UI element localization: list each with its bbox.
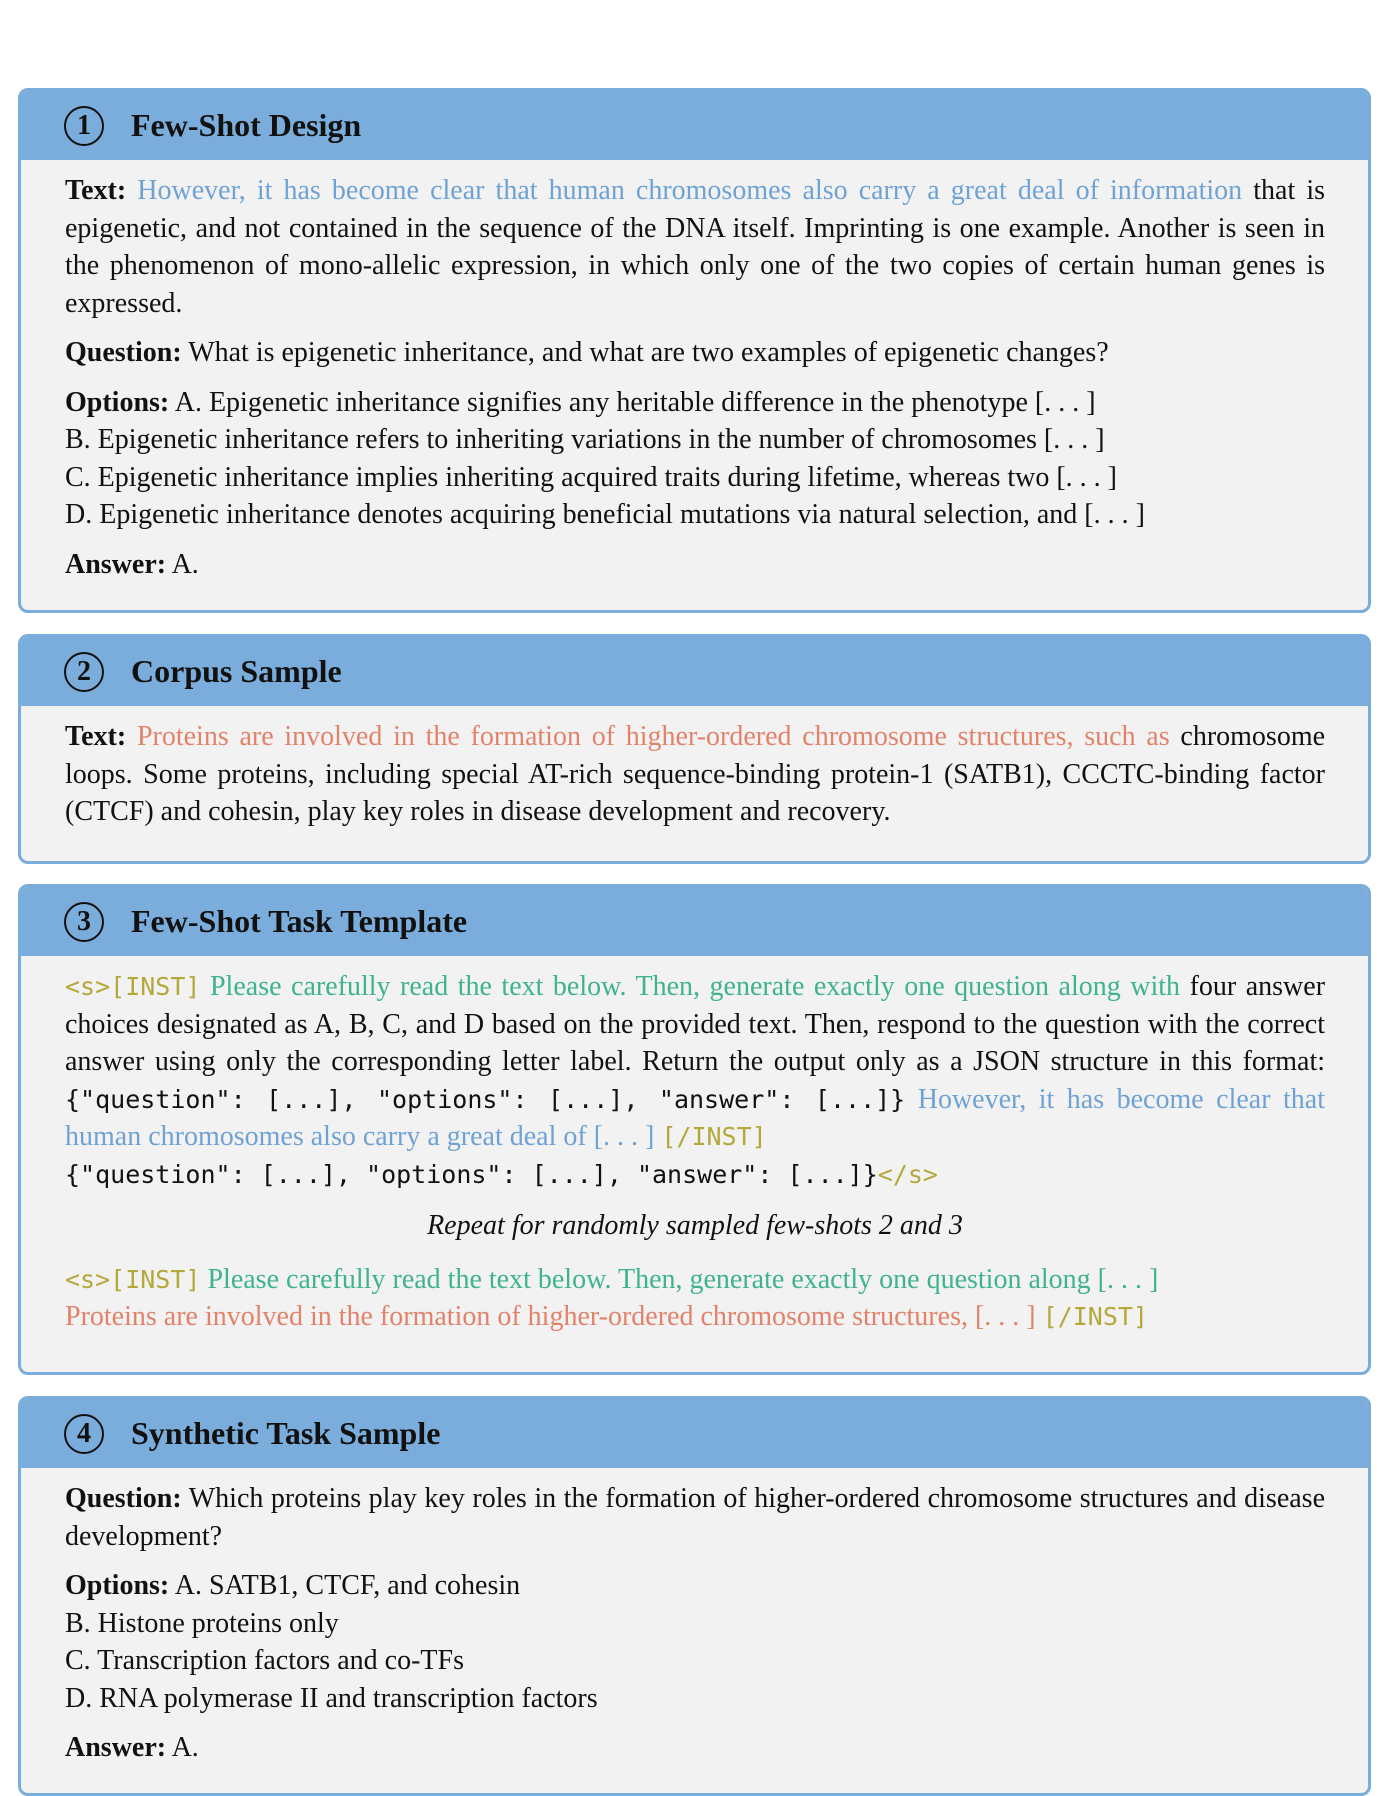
- s-close-tag: </s>: [877, 1159, 938, 1189]
- question-label: Question:: [65, 337, 182, 368]
- instruction-paragraph: [65, 968, 1325, 1193]
- options-paragraph: [65, 1567, 1325, 1717]
- question-paragraph: [65, 334, 1325, 372]
- question-label: Question:: [65, 1483, 182, 1514]
- json-answer: {"question": [...], "options": [...], "answer": [...]}: [65, 1159, 878, 1189]
- step-number-badge: 2: [64, 652, 104, 692]
- options-label: Options:: [65, 1570, 170, 1601]
- panel-title: Few-Shot Design: [131, 107, 362, 143]
- question-paragraph: [65, 1480, 1325, 1555]
- step-number-badge: 1: [64, 106, 104, 146]
- text-paragraph: [65, 172, 1325, 322]
- panel-header: [21, 91, 1368, 160]
- option-c: C. Transcription factors and co-TFs: [65, 1645, 464, 1676]
- panel-body: [21, 956, 1368, 1336]
- option-b: B. Epigenetic inheritance refers to inheriting variations in the number of chromosomes [. . . ]: [65, 424, 1105, 455]
- panel-header: [21, 887, 1368, 956]
- final-inst-open-tag: <s>[INST]: [65, 1264, 201, 1294]
- final-inst-close-tag: [/INST]: [1042, 1302, 1148, 1331]
- panel-body: [21, 706, 1368, 831]
- inst-close-tag: [/INST]: [661, 1122, 767, 1151]
- text-label: Text:: [65, 175, 127, 206]
- text-label: Text:: [65, 721, 127, 752]
- synthetic-task-panel: [18, 1396, 1371, 1796]
- instruction-body: four answer choices designated as A, B, C, and D based on the provided text. Then, respond to the question with the correct answer using only the corresponding letter label. Return the output only as a JSON structure in this format:: [65, 971, 1326, 1077]
- inst-open-tag: <s>[INST]: [65, 972, 201, 1001]
- panel-body: [21, 160, 1368, 583]
- text-paragraph: [65, 718, 1325, 831]
- options-paragraph: [65, 384, 1325, 534]
- text-body: chromosome loops. Some proteins, including special AT-rich sequence-binding protein-1 (SATB1), CCCTC-binding factor (CTCF) and cohesin, play key roles in disease development and recovery.: [65, 721, 1326, 827]
- text-highlight: Proteins are involved in the formation of higher-ordered chromosome structures, such as: [136, 721, 1170, 752]
- panel-header: [21, 1399, 1368, 1468]
- json-format: {"question": [...], "options": [...], "answer": [...]}: [65, 1084, 906, 1114]
- repeat-note: Repeat for randomly sampled few-shots 2 and 3: [427, 1210, 963, 1241]
- text-body: that is epigenetic, and not contained in the sequence of the DNA itself. Imprinting is one example. Another is seen in the phenomenon of mono-allelic expression, in which only one of the two copies of certain human genes is expressed.: [65, 175, 1326, 319]
- step-number-badge: 3: [64, 902, 104, 942]
- answer-text: A.: [171, 548, 199, 580]
- option-c: C. Epigenetic inheritance implies inheriting acquired traits during lifetime, whereas two [. . . ]: [65, 461, 1118, 493]
- panel-title: Corpus Sample: [131, 653, 342, 689]
- few-shot-design-panel: [18, 88, 1371, 613]
- answer-label: Answer:: [65, 1732, 167, 1763]
- option-a: A. Epigenetic inheritance signifies any heritable difference in the phenotype [. . . ]: [174, 386, 1096, 418]
- answer-paragraph: [65, 1729, 1325, 1767]
- answer-text: A.: [171, 1732, 199, 1763]
- instruction-highlight: Please carefully read the text below. Then, generate exactly one question along with: [209, 971, 1181, 1002]
- panel-title: Few-Shot Task Template: [131, 903, 468, 939]
- question-text: Which proteins play key roles in the formation of higher-ordered chromosome structures and disease development?: [65, 1483, 1326, 1552]
- final-prompt: [65, 1261, 1325, 1336]
- option-b: B. Histone proteins only: [65, 1607, 339, 1639]
- final-text: Proteins are involved in the formation of higher-ordered chromosome structures, [. . . ]: [65, 1301, 1036, 1332]
- option-a: A. SATB1, CTCF, and cohesin: [174, 1570, 521, 1601]
- panel-title: Synthetic Task Sample: [131, 1415, 441, 1451]
- panel-body: [21, 1468, 1368, 1767]
- step-number-badge: 4: [64, 1414, 104, 1454]
- question-text: What is epigenetic inheritance, and what are two examples of epigenetic changes?: [188, 337, 1109, 368]
- corpus-sample-panel: [18, 634, 1371, 864]
- answer-paragraph: [65, 546, 1325, 584]
- option-d: D. RNA polymerase II and transcription factors: [65, 1682, 598, 1714]
- answer-label: Answer:: [65, 548, 167, 580]
- shot-text: However, it has become clear that human chromosomes also carry a great deal of [. . . ]: [65, 1083, 1326, 1152]
- final-instruction: Please carefully read the text below. Then, generate exactly one question along [. . . ]: [207, 1263, 1159, 1295]
- task-template-panel: [18, 884, 1371, 1375]
- text-highlight: However, it has become clear that human chromosomes also carry a great deal of information: [137, 175, 1243, 206]
- options-label: Options:: [65, 386, 170, 418]
- panel-header: [21, 637, 1368, 706]
- option-d: D. Epigenetic inheritance denotes acquiring beneficial mutations via natural selection, and [. . . ]: [65, 499, 1145, 530]
